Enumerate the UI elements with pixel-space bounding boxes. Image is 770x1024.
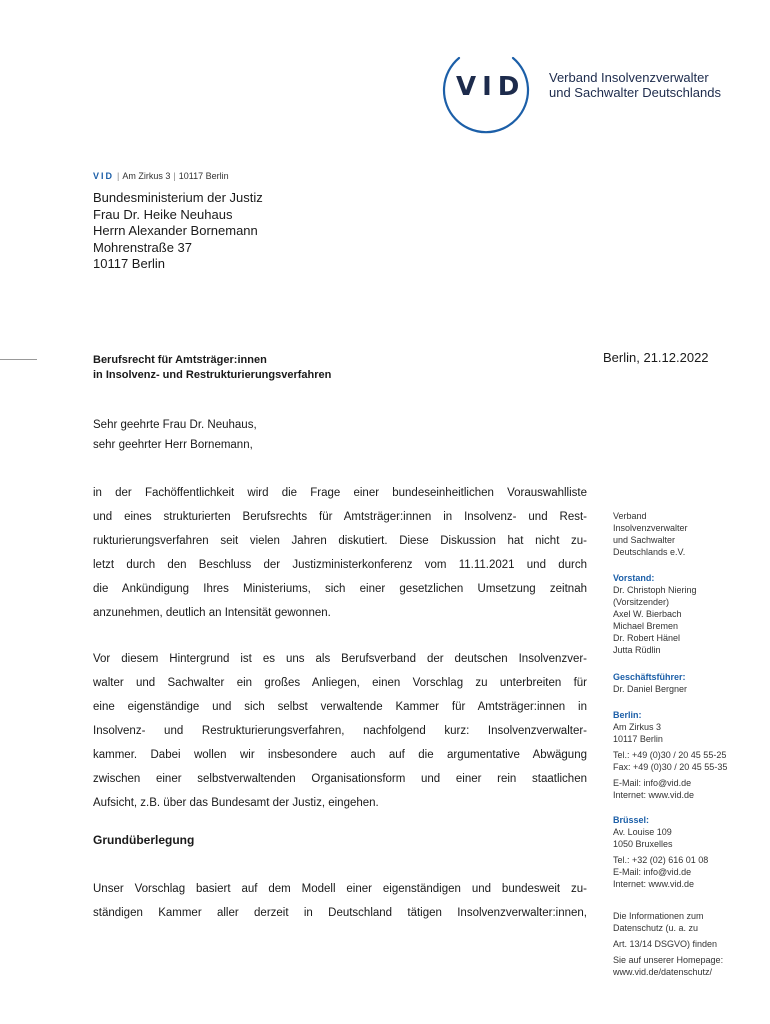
sidebar-privacy — [613, 910, 763, 978]
letter-subject — [93, 353, 331, 383]
sidebar-line: Art. 13/14 DSGVO) finden — [613, 939, 718, 949]
subject-line: in Insolvenz- und Restrukturierungsverfahren — [93, 369, 332, 381]
sidebar-line: Fax: +49 (0)30 / 20 45 55-35 — [613, 762, 728, 772]
paragraph-line: Aufsicht, z.B. über das Bundesamt der Justiz, eingehen. — [93, 797, 379, 809]
sidebar-label: Berlin: — [613, 710, 642, 720]
sidebar-line: Die Informationen zum — [613, 911, 704, 921]
recipient-line: 10117 Berlin — [93, 256, 166, 271]
sidebar-brussels — [613, 814, 763, 890]
sidebar-line: E-Mail: info@vid.de — [613, 867, 692, 877]
sidebar-line: 10117 Berlin — [613, 734, 663, 744]
recipient-line: Frau Dr. Heike Neuhaus — [93, 206, 233, 222]
subject-line: Berufsrecht für Amtsträger:innen — [93, 354, 267, 366]
sidebar-line: Insolvenzverwalter — [613, 523, 688, 533]
sidebar-line: Dr. Robert Hänel — [613, 633, 681, 643]
sidebar-line: Internet: www.vid.de — [613, 790, 695, 800]
sender-street: Am Zirkus 3 — [122, 171, 171, 181]
sidebar-label: Geschäftsführer: — [613, 672, 686, 682]
sidebar-line: Dr. Christoph Niering — [613, 585, 697, 595]
vid-logo-name — [549, 70, 721, 100]
sidebar-line: Deutschlands e.V. — [613, 547, 686, 557]
salutation — [93, 415, 587, 455]
recipient-address — [93, 190, 263, 273]
sidebar-line: Internet: www.vid.de — [613, 879, 695, 889]
privacy-link[interactable]: www.vid.de/datenschutz/ — [613, 967, 713, 977]
paragraph-line: Insolvenz- und Restrukturierungsverfahren, nachfolgend kurz: Insolvenzverwalter- — [93, 725, 587, 737]
sender-vid: VID — [93, 171, 115, 181]
paragraph-line: walter und Sachwalter ein großes Anliegen, einen Vorschlag zu unterbreiten für — [93, 677, 587, 689]
sender-address-line: VID | Am Zirkus 3 | 10117 Berlin — [93, 171, 229, 181]
section-heading: Grundüberlegung — [93, 833, 195, 847]
paragraph-line: eine eigenständige und sich selbst verwaltende Kammer für Amtsträger:innen in — [93, 701, 587, 713]
recipient-line: Mohrenstraße 37 — [93, 239, 192, 255]
logo-name-line: und Sachwalter Deutschlands — [549, 85, 721, 100]
salutation-line: Sehr geehrte Frau Dr. Neuhaus, — [93, 419, 257, 431]
paragraph-line: und eines strukturierten Berufsrechts für Amtsträger:innen in Insolvenz- und Rest- — [93, 511, 587, 523]
salutation-line: sehr geehrter Herr Bornemann, — [93, 439, 253, 451]
sidebar-line: Sie auf unserer Homepage: — [613, 955, 724, 965]
sidebar-line: Dr. Daniel Bergner — [613, 684, 688, 694]
sidebar-line: (Vorsitzender) — [613, 597, 670, 607]
body-paragraph-2 — [93, 647, 587, 815]
sidebar-line: 1050 Bruxelles — [613, 839, 673, 849]
logo-name-line: Verband Insolvenzverwalter — [549, 70, 709, 85]
paragraph-line: ständigen Kammer aller derzeit in Deutschland tätigen Insolvenzverwalter:innen, — [93, 907, 587, 919]
sidebar-line: Am Zirkus 3 — [613, 722, 662, 732]
sender-city: 10117 Berlin — [178, 171, 229, 181]
sidebar-organization — [613, 510, 763, 558]
sidebar-line: Jutta Rüdlin — [613, 645, 661, 655]
paragraph-line: Vor diesem Hintergrund ist es uns als Berufsverband der deutschen Insolvenzver- — [93, 653, 587, 665]
letter-date: Berlin, 21.12.2022 — [603, 350, 709, 365]
vid-logo-text: VID — [456, 72, 526, 102]
sidebar-line: Verband — [613, 511, 647, 521]
sidebar-board — [613, 572, 763, 656]
recipient-line: Herrn Alexander Bornemann — [93, 223, 258, 238]
sidebar-label: Brüssel: — [613, 815, 650, 825]
paragraph-line: zwischen einer selbstverwaltenden Organisationsform und einer rein staatlichen — [93, 773, 587, 785]
sidebar-line: und Sachwalter — [613, 535, 676, 545]
sidebar-berlin — [613, 709, 763, 801]
paragraph-line: anzunehmen, deutlich an Intensität gewonnen. — [93, 607, 331, 619]
body-paragraph-1 — [93, 481, 587, 625]
paragraph-line: die Ankündigung Ihres Ministeriums, sich einer gesetzlichen Umsetzung zeitnah — [93, 583, 587, 595]
paragraph-line: kammer. Dabei wollen wir insbesondere auch auf die argumentative Abwägung — [93, 749, 587, 761]
sidebar-line: Av. Louise 109 — [613, 827, 672, 837]
recipient-line: Bundesministerium der Justiz — [93, 190, 263, 205]
paragraph-line: in der Fachöffentlichkeit wird die Frage einer bundeseinheitlichen Vorauswahlliste — [93, 487, 587, 499]
sidebar-line: Axel W. Bierbach — [613, 609, 682, 619]
paragraph-line: Unser Vorschlag basiert auf dem Modell einer eigenständigen und bundesweit zu- — [93, 883, 587, 895]
sidebar-line: Datenschutz (u. a. zu — [613, 923, 699, 933]
sidebar-line: Michael Bremen — [613, 621, 679, 631]
paragraph-line: letzt durch den Beschluss der Justizministerkonferenz vom 11.11.2021 und durch — [93, 559, 587, 571]
sidebar-line: Tel.: +32 (02) 616 01 08 — [613, 855, 709, 865]
sidebar-line: E-Mail: info@vid.de — [613, 778, 692, 788]
body-paragraph-3 — [93, 877, 587, 925]
paragraph-line: rukturierungsverfahren seit vielen Jahren diskutiert. Diese Diskussion hat nicht zu- — [93, 535, 587, 547]
sidebar-line: Tel.: +49 (0)30 / 20 45 55-25 — [613, 750, 727, 760]
fold-mark — [0, 359, 37, 360]
sidebar-label: Vorstand: — [613, 573, 655, 583]
sidebar-director — [613, 671, 763, 695]
